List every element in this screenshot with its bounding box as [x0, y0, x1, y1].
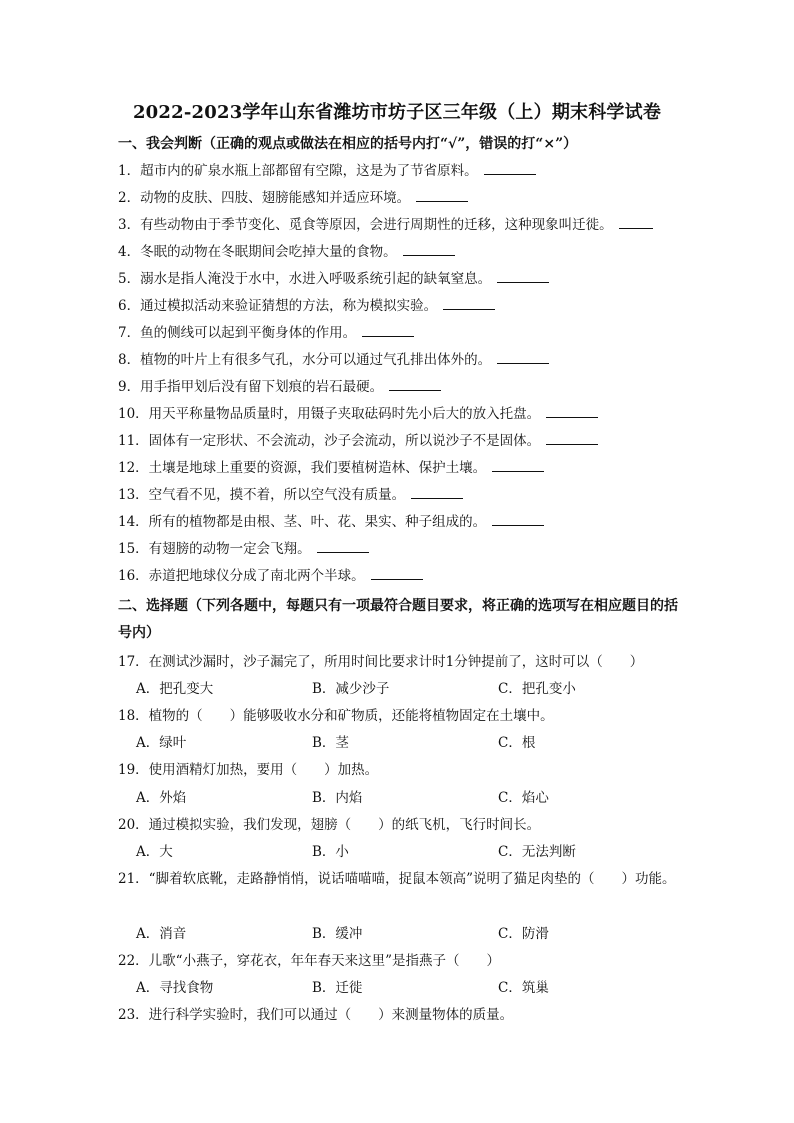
- answer-blank[interactable]: [619, 214, 653, 229]
- option-b[interactable]: B．茎: [312, 735, 349, 751]
- choice-question-21: 21．“脚着软底靴，走路静悄悄，说话喵喵喵，捉鼠本领高”说明了猫足肉垫的（ ）功能。: [118, 871, 676, 887]
- judge-item-7: 7．鱼的侧线可以起到平衡身体的作用。: [118, 320, 688, 347]
- answer-blank[interactable]: [389, 376, 441, 391]
- judge-item-13: 13．空气看不见，摸不着，所以空气没有质量。: [118, 482, 688, 509]
- option-a[interactable]: A．寻找食物: [136, 980, 214, 996]
- option-a[interactable]: A．绿叶: [136, 735, 187, 751]
- option-b[interactable]: B．迁徙: [312, 980, 363, 996]
- answer-blank[interactable]: [546, 430, 598, 445]
- option-b[interactable]: B．缓冲: [312, 926, 363, 942]
- choice-question-18: 18．植物的（ ）能够吸收水分和矿物质，还能将植物固定在土壤中。: [118, 708, 554, 724]
- answer-blank[interactable]: [497, 349, 549, 364]
- answer-blank[interactable]: [484, 160, 536, 175]
- judge-item-8: 8．植物的叶片上有很多气孔，水分可以通过气孔排出体外的。: [118, 347, 688, 374]
- choice-question-19: 19．使用酒精灯加热，要用（ ）加热。: [118, 762, 379, 778]
- option-c[interactable]: C．焰心: [498, 790, 549, 806]
- option-c[interactable]: C．无法判断: [498, 844, 576, 860]
- answer-blank[interactable]: [416, 187, 468, 202]
- judge-item-12: 12．土壤是地球上重要的资源，我们要植树造林、保护土壤。: [118, 455, 688, 482]
- judge-item-5: 5．溺水是指人淹没于水中，水进入呼吸系统引起的缺氧窒息。: [118, 266, 688, 293]
- judge-item-11: 11．固体有一定形状、不会流动，沙子会流动，所以说沙子不是固体。: [118, 428, 688, 455]
- choice-question-23: 23．进行科学实验时，我们可以通过（ ）来测量物体的质量。: [118, 1007, 514, 1023]
- option-b[interactable]: B．小: [312, 844, 349, 860]
- judge-item-1: 1．超市内的矿泉水瓶上部都留有空隙，这是为了节省原料。: [118, 158, 688, 185]
- answer-blank[interactable]: [546, 403, 598, 418]
- option-c[interactable]: C．筑巢: [498, 980, 549, 996]
- option-c[interactable]: C．把孔变小: [498, 681, 576, 697]
- judge-item-15: 15．有翅膀的动物一定会飞翔。: [118, 536, 688, 563]
- judge-item-14: 14．所有的植物都是由根、茎、叶、花、果实、种子组成的。: [118, 509, 688, 536]
- option-a[interactable]: A．大: [136, 844, 173, 860]
- answer-blank[interactable]: [443, 295, 495, 310]
- option-a[interactable]: A．外焰: [136, 790, 187, 806]
- judge-item-10: 10．用天平称量物品质量时，用镊子夹取砝码时先小后大的放入托盘。: [118, 401, 688, 428]
- answer-blank[interactable]: [362, 322, 414, 337]
- option-a[interactable]: A．消音: [136, 926, 187, 942]
- option-b[interactable]: B．减少沙子: [312, 681, 390, 697]
- answer-blank[interactable]: [492, 457, 544, 472]
- choice-question-20: 20．通过模拟实验，我们发现，翅膀（ ）的纸飞机，飞行时间长。: [118, 817, 541, 833]
- choice-question-22: 22．儿歌“小燕子，穿花衣，年年春天来这里”是指燕子（ ）: [118, 953, 500, 969]
- judge-item-6: 6．通过模拟活动来验证猜想的方法，称为模拟实验。: [118, 293, 688, 320]
- section-1-heading: 一、我会判断（正确的观点或做法在相应的括号内打“√”，错误的打“×”）: [118, 136, 578, 152]
- choice-question-17: 17．在测试沙漏时，沙子漏完了，所用时间比要求计时1分钟提前了，这时可以（ ）: [118, 654, 644, 670]
- option-c[interactable]: C．根: [498, 735, 536, 751]
- page-title: 2022-2023学年山东省潍坊市坊子区三年级（上）期末科学试卷: [132, 102, 662, 123]
- answer-blank[interactable]: [497, 268, 549, 283]
- section-2-heading: 二、选择题（下列各题中，每题只有一项最符合题目要求，将正确的选项写在相应题目的括号内）: [118, 598, 678, 641]
- judge-item-4: 4．冬眠的动物在冬眠期间会吃掉大量的食物。: [118, 239, 688, 266]
- answer-blank[interactable]: [411, 484, 463, 499]
- option-a[interactable]: A．把孔变大: [136, 681, 214, 697]
- judge-item-9: 9．用手指甲划后没有留下划痕的岩石最硬。: [118, 374, 688, 401]
- judge-item-2: 2．动物的皮肤、四肢、翅膀能感知并适应环境。: [118, 185, 688, 212]
- option-c[interactable]: C．防滑: [498, 926, 549, 942]
- answer-blank[interactable]: [492, 511, 544, 526]
- judge-item-3: 3．有些动物由于季节变化、觅食等原因，会进行周期性的迁移，这种现象叫迁徙。: [118, 212, 688, 239]
- answer-blank[interactable]: [371, 565, 423, 580]
- judge-item-16: 16．赤道把地球仪分成了南北两个半球。: [118, 563, 688, 590]
- option-b[interactable]: B．内焰: [312, 790, 363, 806]
- answer-blank[interactable]: [403, 241, 455, 256]
- answer-blank[interactable]: [317, 538, 369, 553]
